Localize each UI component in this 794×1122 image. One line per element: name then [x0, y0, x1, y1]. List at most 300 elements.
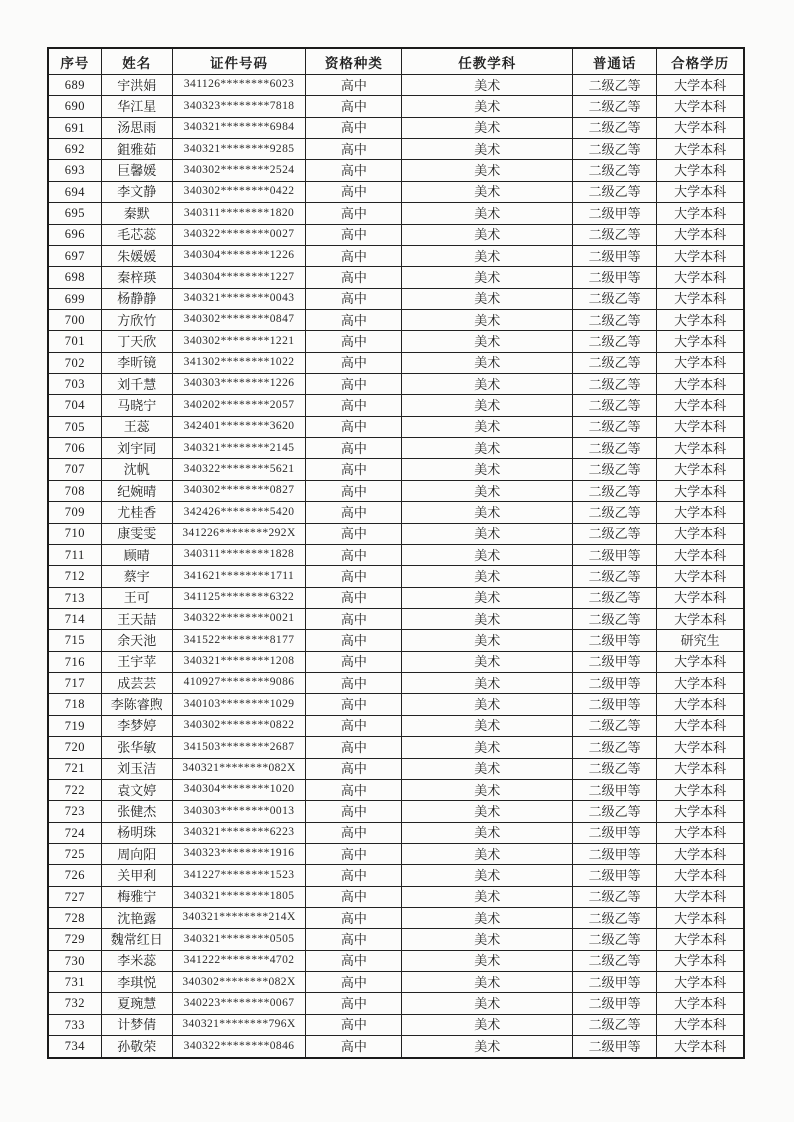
table-row [48, 459, 744, 480]
table-cell: 美术 [402, 566, 572, 587]
table-cell: 顾晴 [101, 544, 172, 565]
table-cell: 巨馨媛 [101, 160, 172, 181]
table-cell: 340323********1916 [172, 843, 305, 864]
table-cell: 美术 [402, 395, 572, 416]
table-cell: 341222********4702 [172, 950, 305, 971]
table-cell: 高中 [306, 459, 402, 480]
table-cell: 大学本科 [657, 203, 744, 224]
table-cell: 二级乙等 [572, 331, 656, 352]
table-cell: 美术 [402, 438, 572, 459]
table-cell: 二级乙等 [572, 181, 656, 202]
table-cell: 大学本科 [657, 566, 744, 587]
table-cell: 702 [48, 352, 101, 373]
table-cell: 美术 [402, 651, 572, 672]
table-row [48, 224, 744, 245]
table-cell: 高中 [306, 972, 402, 993]
table-cell: 袁文婷 [101, 779, 172, 800]
table-row [48, 523, 744, 544]
table-cell: 高中 [306, 309, 402, 330]
table-cell: 李琪悦 [101, 972, 172, 993]
table-cell: 高中 [306, 502, 402, 523]
table-cell: 704 [48, 395, 101, 416]
table-cell: 大学本科 [657, 288, 744, 309]
table-cell: 美术 [402, 608, 572, 629]
table-cell: 高中 [306, 203, 402, 224]
table-cell: 340302********2524 [172, 160, 305, 181]
table-cell: 340321********082X [172, 758, 305, 779]
table-cell: 美术 [402, 245, 572, 266]
table-cell: 340223********0067 [172, 993, 305, 1014]
table-cell: 340321********6984 [172, 117, 305, 138]
table-cell: 大学本科 [657, 608, 744, 629]
table-cell: 691 [48, 117, 101, 138]
table-cell: 高中 [306, 288, 402, 309]
table-cell: 710 [48, 523, 101, 544]
table-row [48, 694, 744, 715]
table-cell: 张华敏 [101, 737, 172, 758]
table-cell: 大学本科 [657, 822, 744, 843]
table-cell: 341227********1523 [172, 865, 305, 886]
table-cell: 340321********2145 [172, 438, 305, 459]
table-cell: 二级乙等 [572, 566, 656, 587]
table-cell: 695 [48, 203, 101, 224]
table-row [48, 139, 744, 160]
table-cell: 美术 [402, 1014, 572, 1035]
table-cell: 340311********1820 [172, 203, 305, 224]
table-cell: 大学本科 [657, 587, 744, 608]
table-cell: 毛芯蕊 [101, 224, 172, 245]
table-cell: 秦梓瑛 [101, 267, 172, 288]
table-cell: 大学本科 [657, 117, 744, 138]
table-cell: 690 [48, 96, 101, 117]
table-cell: 712 [48, 566, 101, 587]
table-cell: 美术 [402, 416, 572, 437]
table-cell: 高中 [306, 523, 402, 544]
table-cell: 大学本科 [657, 96, 744, 117]
table-cell: 高中 [306, 651, 402, 672]
table-cell: 711 [48, 544, 101, 565]
table-cell: 高中 [306, 630, 402, 651]
table-row [48, 117, 744, 138]
table-cell: 大学本科 [657, 1036, 744, 1058]
column-header-qualified-education: 合格学历 [657, 48, 744, 75]
table-cell: 美术 [402, 865, 572, 886]
table-cell: 二级甲等 [572, 694, 656, 715]
table-cell: 340302********082X [172, 972, 305, 993]
table-cell: 731 [48, 972, 101, 993]
table-row [48, 908, 744, 929]
table-cell: 大学本科 [657, 374, 744, 395]
table-row [48, 822, 744, 843]
table-cell: 694 [48, 181, 101, 202]
table-cell: 高中 [306, 566, 402, 587]
table-cell: 成芸芸 [101, 673, 172, 694]
table-row [48, 331, 744, 352]
table-cell: 二级乙等 [572, 587, 656, 608]
table-cell: 二级乙等 [572, 309, 656, 330]
table-cell: 716 [48, 651, 101, 672]
table-cell: 美术 [402, 75, 572, 96]
table-row [48, 972, 744, 993]
table-cell: 高中 [306, 929, 402, 950]
table-cell: 李陈睿煦 [101, 694, 172, 715]
table-cell: 340302********1221 [172, 331, 305, 352]
table-cell: 大学本科 [657, 139, 744, 160]
table-cell: 大学本科 [657, 523, 744, 544]
table-cell: 夏琬慧 [101, 993, 172, 1014]
table-cell: 高中 [306, 544, 402, 565]
table-cell: 美术 [402, 309, 572, 330]
table-row [48, 715, 744, 736]
table-cell: 二级乙等 [572, 480, 656, 501]
table-cell: 二级乙等 [572, 715, 656, 736]
table-cell: 大学本科 [657, 459, 744, 480]
table-cell: 蔡宇 [101, 566, 172, 587]
table-cell: 大学本科 [657, 309, 744, 330]
table-cell: 美术 [402, 908, 572, 929]
table-cell: 高中 [306, 908, 402, 929]
table-cell: 340303********0013 [172, 801, 305, 822]
table-cell: 大学本科 [657, 950, 744, 971]
table-cell: 刘宇同 [101, 438, 172, 459]
table-cell: 李昕镜 [101, 352, 172, 373]
table-cell: 高中 [306, 865, 402, 886]
table-cell: 大学本科 [657, 758, 744, 779]
table-cell: 719 [48, 715, 101, 736]
table-cell: 734 [48, 1036, 101, 1058]
table-cell: 705 [48, 416, 101, 437]
table-cell: 丁天欣 [101, 331, 172, 352]
table-cell: 大学本科 [657, 1014, 744, 1035]
table-cell: 大学本科 [657, 737, 744, 758]
table-cell: 美术 [402, 203, 572, 224]
table-cell: 二级乙等 [572, 929, 656, 950]
table-cell: 340302********0422 [172, 181, 305, 202]
table-row [48, 96, 744, 117]
table-cell: 大学本科 [657, 544, 744, 565]
table-cell: 340311********1828 [172, 544, 305, 565]
table-cell: 康雯雯 [101, 523, 172, 544]
table-cell: 高中 [306, 673, 402, 694]
table-cell: 美术 [402, 117, 572, 138]
table-row [48, 374, 744, 395]
table-row [48, 758, 744, 779]
table-cell: 美术 [402, 587, 572, 608]
table-row [48, 587, 744, 608]
table-cell: 美术 [402, 694, 572, 715]
table-cell: 大学本科 [657, 908, 744, 929]
table-cell: 大学本科 [657, 865, 744, 886]
table-cell: 高中 [306, 75, 402, 96]
table-cell: 340321********6223 [172, 822, 305, 843]
table-cell: 高中 [306, 374, 402, 395]
table-cell: 美术 [402, 993, 572, 1014]
table-cell: 李文静 [101, 181, 172, 202]
table-cell: 二级甲等 [572, 267, 656, 288]
table-row [48, 288, 744, 309]
table-cell: 340321********1208 [172, 651, 305, 672]
table-cell: 340323********7818 [172, 96, 305, 117]
table-cell: 高中 [306, 694, 402, 715]
table-cell: 341621********1711 [172, 566, 305, 587]
table-cell: 大学本科 [657, 673, 744, 694]
table-cell: 高中 [306, 779, 402, 800]
table-cell: 340322********0021 [172, 608, 305, 629]
table-cell: 美术 [402, 523, 572, 544]
table-cell: 二级乙等 [572, 96, 656, 117]
table-body [48, 75, 744, 1058]
column-header-qualification-type: 资格种类 [306, 48, 402, 75]
table-cell: 717 [48, 673, 101, 694]
table-cell: 美术 [402, 181, 572, 202]
table-cell: 二级乙等 [572, 352, 656, 373]
table-cell: 美术 [402, 480, 572, 501]
table-cell: 大学本科 [657, 438, 744, 459]
table-cell: 714 [48, 608, 101, 629]
table-cell: 340304********1226 [172, 245, 305, 266]
table-cell: 方欣竹 [101, 309, 172, 330]
table-cell: 美术 [402, 779, 572, 800]
table-cell: 秦默 [101, 203, 172, 224]
table-cell: 汤思雨 [101, 117, 172, 138]
table-cell: 大学本科 [657, 694, 744, 715]
table-cell: 340103********1029 [172, 694, 305, 715]
table-cell: 美术 [402, 352, 572, 373]
table-cell: 二级乙等 [572, 139, 656, 160]
table-cell: 700 [48, 309, 101, 330]
table-cell: 699 [48, 288, 101, 309]
table-cell: 341522********8177 [172, 630, 305, 651]
table-cell: 二级乙等 [572, 438, 656, 459]
table-cell: 大学本科 [657, 352, 744, 373]
table-cell: 大学本科 [657, 651, 744, 672]
table-cell: 341126********6023 [172, 75, 305, 96]
table-cell: 340302********0847 [172, 309, 305, 330]
table-cell: 美术 [402, 544, 572, 565]
table-cell: 342401********3620 [172, 416, 305, 437]
table-cell: 二级乙等 [572, 908, 656, 929]
table-cell: 二级乙等 [572, 224, 656, 245]
table-cell: 高中 [306, 758, 402, 779]
table-row [48, 502, 744, 523]
table-cell: 杨明珠 [101, 822, 172, 843]
table-cell: 二级乙等 [572, 950, 656, 971]
table-cell: 726 [48, 865, 101, 886]
table-cell: 二级甲等 [572, 673, 656, 694]
table-cell: 高中 [306, 416, 402, 437]
table-row [48, 181, 744, 202]
table-cell: 706 [48, 438, 101, 459]
table-cell: 沈帆 [101, 459, 172, 480]
table-row [48, 843, 744, 864]
table-cell: 美术 [402, 374, 572, 395]
table-cell: 二级乙等 [572, 886, 656, 907]
table-row [48, 673, 744, 694]
table-cell: 尤桂香 [101, 502, 172, 523]
table-row [48, 779, 744, 800]
table-cell: 733 [48, 1014, 101, 1035]
table-cell: 高中 [306, 1014, 402, 1035]
table-cell: 高中 [306, 245, 402, 266]
table-cell: 729 [48, 929, 101, 950]
table-cell: 研究生 [657, 630, 744, 651]
table-cell: 魏常红日 [101, 929, 172, 950]
table-cell: 高中 [306, 1036, 402, 1058]
table-cell: 二级乙等 [572, 1014, 656, 1035]
table-cell: 342426********5420 [172, 502, 305, 523]
table-cell: 二级乙等 [572, 737, 656, 758]
table-cell: 二级乙等 [572, 160, 656, 181]
table-cell: 计梦倩 [101, 1014, 172, 1035]
table-cell: 高中 [306, 480, 402, 501]
table-cell: 732 [48, 993, 101, 1014]
table-cell: 693 [48, 160, 101, 181]
table-cell: 高中 [306, 843, 402, 864]
table-row [48, 630, 744, 651]
table-cell: 二级乙等 [572, 502, 656, 523]
column-header-name: 姓名 [101, 48, 172, 75]
table-cell: 周向阳 [101, 843, 172, 864]
table-cell: 341503********2687 [172, 737, 305, 758]
table-header [48, 48, 744, 75]
table-cell: 美术 [402, 822, 572, 843]
table-row [48, 1014, 744, 1035]
table-cell: 高中 [306, 331, 402, 352]
table-cell: 高中 [306, 886, 402, 907]
table-cell: 高中 [306, 224, 402, 245]
table-row [48, 950, 744, 971]
table-row [48, 160, 744, 181]
table-row [48, 886, 744, 907]
table-cell: 关甲利 [101, 865, 172, 886]
table-cell: 二级甲等 [572, 245, 656, 266]
table-cell: 美术 [402, 288, 572, 309]
table-cell: 708 [48, 480, 101, 501]
table-cell: 715 [48, 630, 101, 651]
table-cell: 高中 [306, 117, 402, 138]
table-cell: 340321********0043 [172, 288, 305, 309]
table-cell: 纪婉晴 [101, 480, 172, 501]
table-cell: 二级乙等 [572, 288, 656, 309]
table-cell: 二级乙等 [572, 758, 656, 779]
column-header-serial: 序号 [48, 48, 101, 75]
table-cell: 美术 [402, 673, 572, 694]
table-cell: 二级甲等 [572, 972, 656, 993]
table-cell: 大学本科 [657, 502, 744, 523]
column-header-teaching-subject: 任教学科 [402, 48, 572, 75]
table-cell: 大学本科 [657, 972, 744, 993]
table-cell: 高中 [306, 822, 402, 843]
column-header-id-number: 证件号码 [172, 48, 305, 75]
table-row [48, 309, 744, 330]
table-cell: 701 [48, 331, 101, 352]
table-cell: 余天池 [101, 630, 172, 651]
table-cell: 二级甲等 [572, 779, 656, 800]
table-cell: 美术 [402, 715, 572, 736]
table-cell: 大学本科 [657, 224, 744, 245]
table-cell: 美术 [402, 267, 572, 288]
table-row [48, 993, 744, 1014]
table-cell: 李米蕊 [101, 950, 172, 971]
table-cell: 大学本科 [657, 416, 744, 437]
table-cell: 美术 [402, 630, 572, 651]
table-cell: 美术 [402, 331, 572, 352]
table-cell: 高中 [306, 801, 402, 822]
table-cell: 727 [48, 886, 101, 907]
table-cell: 340302********0822 [172, 715, 305, 736]
qualification-table [47, 47, 745, 1059]
table-cell: 二级甲等 [572, 203, 656, 224]
table-cell: 696 [48, 224, 101, 245]
table-cell: 美术 [402, 1036, 572, 1058]
table-cell: 刘玉洁 [101, 758, 172, 779]
table-cell: 马晓宁 [101, 395, 172, 416]
table-cell: 410927********9086 [172, 673, 305, 694]
table-cell: 二级乙等 [572, 75, 656, 96]
table-cell: 697 [48, 245, 101, 266]
table-cell: 王蕊 [101, 416, 172, 437]
table-cell: 724 [48, 822, 101, 843]
table-cell: 二级甲等 [572, 1036, 656, 1058]
table-cell: 王宇苹 [101, 651, 172, 672]
table-row [48, 416, 744, 437]
table-cell: 340302********0827 [172, 480, 305, 501]
table-cell: 722 [48, 779, 101, 800]
table-cell: 698 [48, 267, 101, 288]
table-cell: 高中 [306, 160, 402, 181]
table-cell: 美术 [402, 950, 572, 971]
table-cell: 二级甲等 [572, 993, 656, 1014]
table-cell: 二级甲等 [572, 843, 656, 864]
table-cell: 高中 [306, 587, 402, 608]
table-cell: 大学本科 [657, 160, 744, 181]
table-cell: 美术 [402, 502, 572, 523]
table-cell: 340321********0505 [172, 929, 305, 950]
table-cell: 713 [48, 587, 101, 608]
table-row [48, 352, 744, 373]
table-cell: 340322********0846 [172, 1036, 305, 1058]
table-cell: 709 [48, 502, 101, 523]
table-cell: 二级乙等 [572, 416, 656, 437]
table-cell: 大学本科 [657, 480, 744, 501]
table-cell: 692 [48, 139, 101, 160]
table-cell: 美术 [402, 160, 572, 181]
table-cell: 340321********1805 [172, 886, 305, 907]
table-cell: 723 [48, 801, 101, 822]
table-cell: 美术 [402, 758, 572, 779]
table-cell: 大学本科 [657, 929, 744, 950]
table-row [48, 1036, 744, 1058]
table-cell: 340304********1020 [172, 779, 305, 800]
table-row [48, 737, 744, 758]
table-row [48, 395, 744, 416]
table-cell: 340322********5621 [172, 459, 305, 480]
table-cell: 707 [48, 459, 101, 480]
table-cell: 二级乙等 [572, 801, 656, 822]
table-cell: 大学本科 [657, 245, 744, 266]
table-cell: 大学本科 [657, 886, 744, 907]
table-cell: 美术 [402, 843, 572, 864]
table-cell: 大学本科 [657, 779, 744, 800]
table-cell: 大学本科 [657, 843, 744, 864]
table-cell: 高中 [306, 395, 402, 416]
table-cell: 二级乙等 [572, 523, 656, 544]
table-cell: 728 [48, 908, 101, 929]
table-cell: 340304********1227 [172, 267, 305, 288]
table-cell: 340202********2057 [172, 395, 305, 416]
table-cell: 朱媛媛 [101, 245, 172, 266]
table-row [48, 438, 744, 459]
